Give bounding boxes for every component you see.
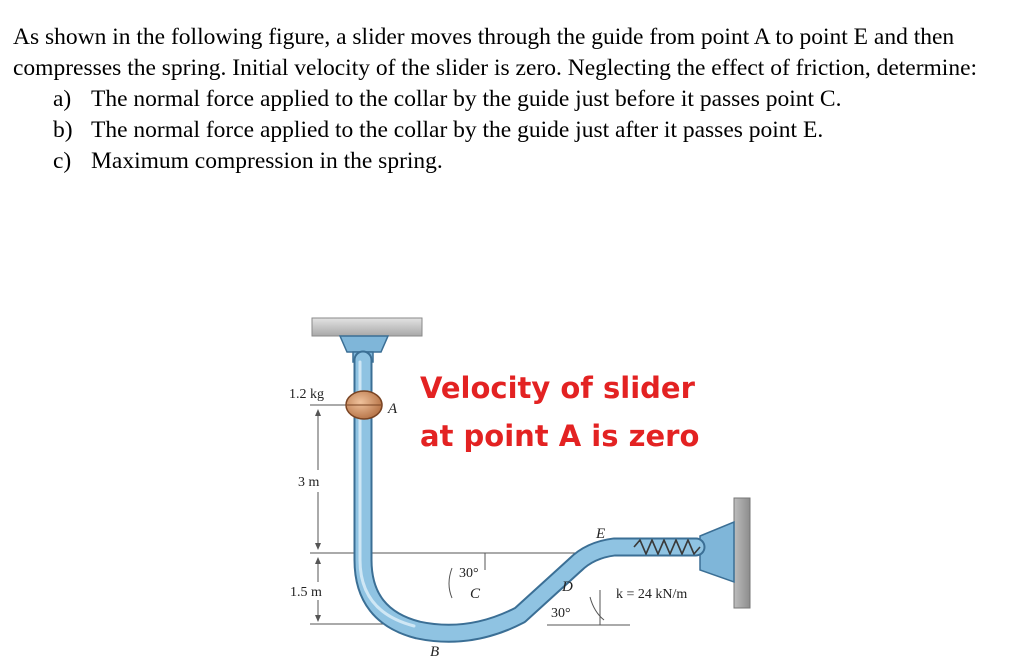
part-c-text: Maximum compression in the spring.: [91, 148, 443, 174]
part-b-marker: b): [53, 117, 73, 143]
point-c-label: C: [470, 586, 481, 602]
lower-dimension-label: 1.5 m: [290, 585, 322, 600]
collar-icon: [346, 391, 382, 419]
point-e-label: E: [596, 526, 606, 542]
callout-line-2: at point A is zero: [420, 419, 700, 453]
upper-dimension-label: 3 m: [298, 475, 320, 490]
point-d-label: D: [562, 579, 573, 595]
spring-constant-label: k = 24 kN/m: [616, 587, 688, 602]
point-a-label: A: [388, 401, 398, 417]
angle-c-label: 30°: [459, 566, 479, 581]
problem-intro: As shown in the following figure, a slider moves through the guide from point A to point E and then compresses the spring. Initial velocity of the slider is zero. Neglecting the effect of friction, determine:: [13, 24, 978, 81]
part-b-text: The normal force applied to the collar by the guide just after it passes point E.: [91, 117, 824, 143]
part-c-marker: c): [53, 148, 72, 174]
part-a-marker: a): [53, 86, 72, 112]
angle-d-label: 30°: [551, 606, 571, 621]
mass-label: 1.2 kg: [289, 387, 324, 402]
wall-icon: [700, 498, 750, 608]
callout-line-1: Velocity of slider: [420, 371, 695, 405]
part-a-text: The normal force applied to the collar by the guide just before it passes point C.: [91, 86, 842, 112]
point-b-label: B: [430, 644, 440, 660]
